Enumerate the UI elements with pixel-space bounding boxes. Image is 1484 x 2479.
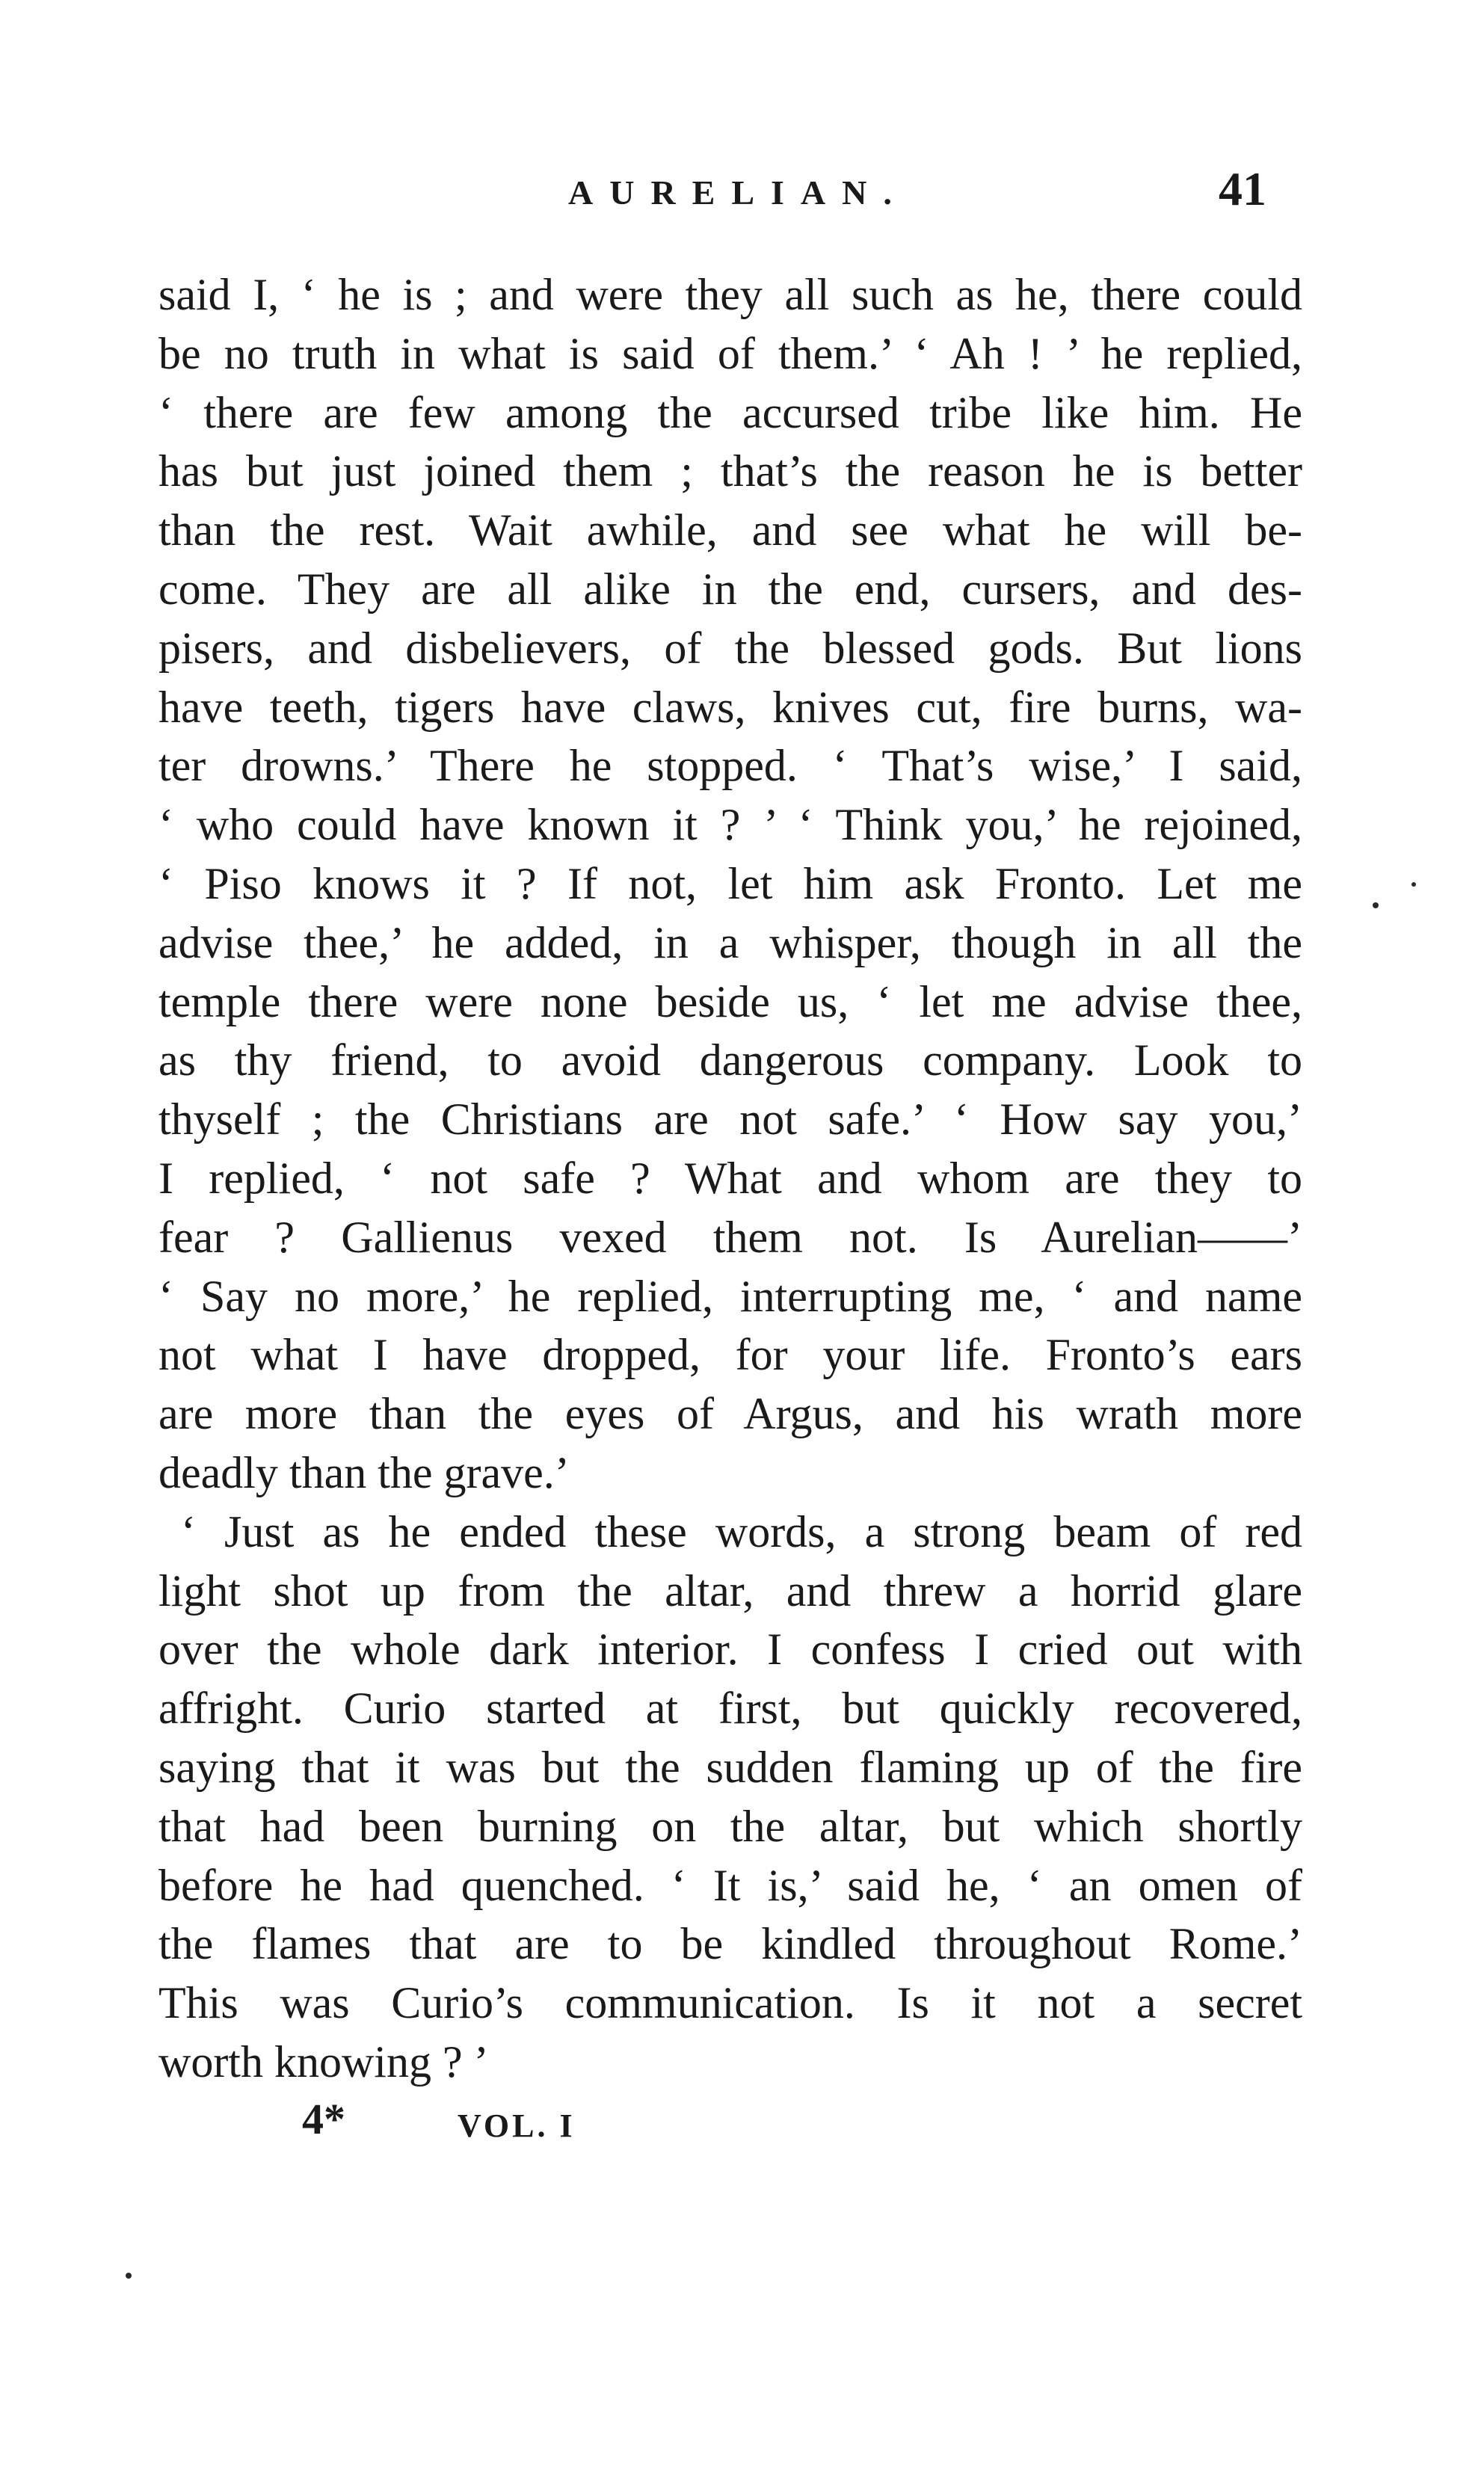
text-line: ‘ Piso knows it ? If not, let him ask Fronto. Let me [158, 858, 1302, 908]
text-line: over the whole dark interior. I confess I cried out with [158, 1625, 1302, 1675]
text-line: affright. Curio started at first, but quickly recovered, [158, 1684, 1302, 1734]
print-speck [1373, 902, 1379, 908]
page-number: 41 [1219, 162, 1266, 215]
text-line: light shot up from the altar, and threw a horrid glare [158, 1565, 1302, 1616]
paragraph-first-line: ‘ Just as he ended these words, a strong beam of red [181, 1506, 1302, 1556]
text-line: have teeth, tigers have claws, knives cut, fire burns, wa- [158, 682, 1302, 732]
text-line: advise thee,’ he added, in a whisper, though in all the [158, 917, 1302, 967]
text-line: pisers, and disbelievers, of the blessed gods. But lions [158, 623, 1302, 673]
text-line: ter drowns.’ There he stopped. ‘ That’s wise,’ I said, [158, 741, 1302, 791]
print-speck [126, 2273, 132, 2279]
text-line: not what I have dropped, for your life. Fronto’s ears [158, 1330, 1302, 1380]
paragraph-end-line: deadly than the grave.’ [158, 1447, 570, 1497]
signature-mark: 4* [302, 2095, 345, 2143]
text-line: has but just joined them ; that’s the reason he is better [158, 446, 1302, 496]
text-line: said I, ‘ he is ; and were they all such as he, there could [158, 270, 1302, 319]
text-line: temple there were none beside us, ‘ let me advise thee, [158, 976, 1302, 1026]
text-line: as thy friend, to avoid dangerous company. Look to [158, 1035, 1302, 1085]
print-speck [1411, 882, 1416, 887]
text-line: ‘ Say no more,’ he replied, interrupting me, ‘ and name [158, 1271, 1302, 1321]
volume-label: VOL. I [458, 2107, 576, 2144]
text-line: This was Curio’s communication. Is it not a secret [158, 1978, 1302, 2028]
text-line: ‘ who could have known it ? ’ ‘ Think you,’ he rejoined, [158, 800, 1302, 850]
text-line: come. They are all alike in the end, cursers, and des- [158, 564, 1302, 614]
body-text [158, 265, 1302, 2092]
text-line: be no truth in what is said of them.’ ‘ Ah ! ’ he replied, [158, 328, 1302, 378]
text-line: ‘ there are few among the accursed tribe like him. He [158, 387, 1302, 437]
text-line: saying that it was but the sudden flaming up of the fire [158, 1742, 1302, 1792]
text-line: are more than the eyes of Argus, and his wrath more [158, 1389, 1302, 1439]
text-line: fear ? Gallienus vexed them not. Is Aurelian——’ [158, 1212, 1302, 1262]
text-line: thyself ; the Christians are not safe.’ ‘ How say you,’ [158, 1094, 1302, 1145]
text-line: that had been burning on the altar, but which shortly [158, 1801, 1302, 1851]
text-line: the flames that are to be kindled throughout Rome.’ [158, 1919, 1302, 1969]
paragraph-end-line: worth knowing ? ’ [158, 2036, 489, 2087]
running-title: AURELIAN. [568, 173, 908, 212]
text-line: before he had quenched. ‘ It is,’ said he, ‘ an omen of [158, 1860, 1302, 1910]
text-line: than the rest. Wait awhile, and see what he will be- [158, 505, 1302, 555]
text-line: I replied, ‘ not safe ? What and whom are they to [158, 1153, 1302, 1203]
